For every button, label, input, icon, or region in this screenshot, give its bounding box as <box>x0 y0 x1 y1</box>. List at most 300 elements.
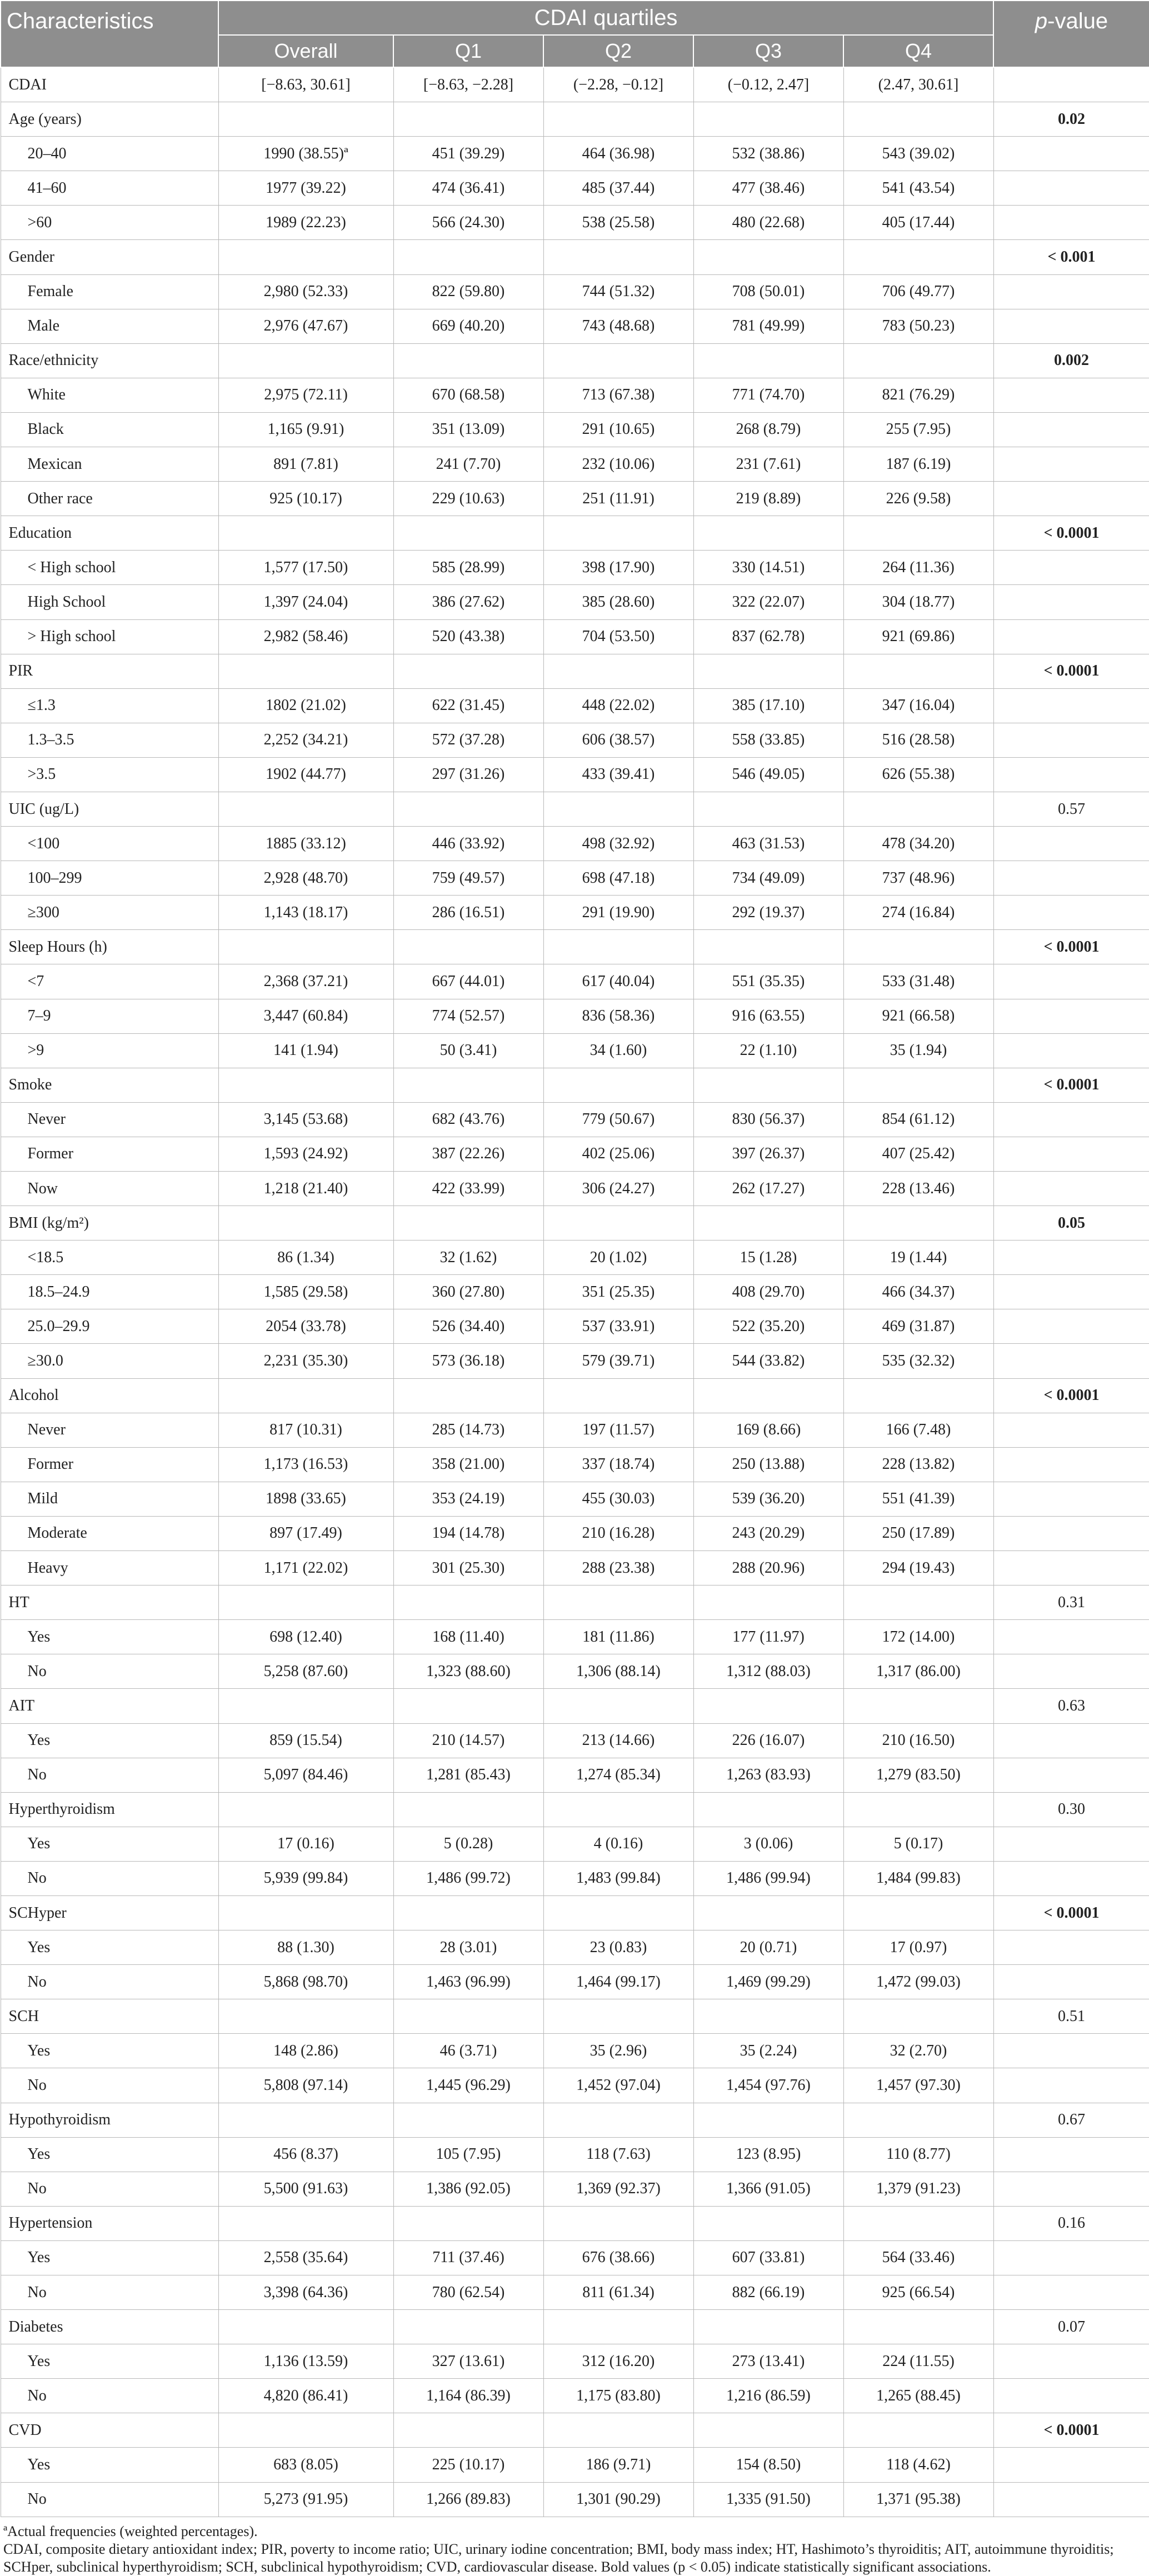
cell-q4: 706 (49.77) <box>843 274 993 309</box>
cell-q2: 1,175 (83.80) <box>543 2379 693 2413</box>
cell-overall: 1902 (44.77) <box>218 757 393 792</box>
table-row <box>1 447 1149 482</box>
category-row <box>1 240 1149 274</box>
cell-q2 <box>543 1378 693 1413</box>
row-label: Never <box>1 1413 218 1447</box>
cell-q1 <box>393 1068 543 1102</box>
cell-q1: 682 (43.76) <box>393 1102 543 1137</box>
cell-overall <box>218 1689 393 1723</box>
cell-q1: 327 (13.61) <box>393 2344 543 2379</box>
cell-q2: 197 (11.57) <box>543 1413 693 1447</box>
cell-p-value <box>993 2379 1149 2413</box>
cell-overall: 2,980 (52.33) <box>218 274 393 309</box>
cell-q1: 572 (37.28) <box>393 723 543 757</box>
category-label: HT <box>1 1585 218 1620</box>
cell-q3 <box>693 1895 843 1930</box>
cell-p-value <box>993 757 1149 792</box>
cell-q4 <box>843 2206 993 2240</box>
cell-q2: 291 (10.65) <box>543 412 693 447</box>
cell-overall: 148 (2.86) <box>218 2034 393 2068</box>
cell-q4 <box>843 1895 993 1930</box>
row-label: Yes <box>1 2344 218 2379</box>
row-label: Former <box>1 1137 218 1171</box>
cell-overall: 1898 (33.65) <box>218 1482 393 1516</box>
row-label: Yes <box>1 2137 218 2172</box>
cell-q1: 520 (43.38) <box>393 619 543 654</box>
cell-q2 <box>543 1206 693 1241</box>
cell-q3 <box>693 240 843 274</box>
cell-p-value <box>993 1930 1149 1965</box>
cell-q4: 564 (33.46) <box>843 2240 993 2275</box>
cell-q1: 759 (49.57) <box>393 861 543 896</box>
cell-q1 <box>393 1206 543 1241</box>
cell-overall <box>218 2206 393 2240</box>
cell-overall: 683 (8.05) <box>218 2448 393 2482</box>
row-label: Female <box>1 274 218 309</box>
cell-q2 <box>543 654 693 688</box>
cell-overall <box>218 930 393 964</box>
table-row <box>1 551 1149 585</box>
footnote-a: ªActual frequencies (weighted percentages). <box>3 2523 258 2539</box>
category-row <box>1 1068 1149 1102</box>
table-row <box>1 2379 1149 2413</box>
cell-p-value <box>993 1723 1149 1758</box>
cell-q1: 358 (21.00) <box>393 1447 543 1482</box>
cell-q4: 1,265 (88.45) <box>843 2379 993 2413</box>
cell-q1: 241 (7.70) <box>393 447 543 482</box>
row-label: Male <box>1 309 218 343</box>
cell-overall: 86 (1.34) <box>218 1241 393 1275</box>
cell-q4: 304 (18.77) <box>843 585 993 619</box>
row-label: High School <box>1 585 218 619</box>
cell-p-value: 0.30 <box>993 1792 1149 1827</box>
cell-p-value: < 0.0001 <box>993 1068 1149 1102</box>
cell-q4: 405 (17.44) <box>843 206 993 240</box>
category-row <box>1 792 1149 826</box>
cell-p-value <box>993 274 1149 309</box>
row-label: <7 <box>1 964 218 999</box>
table-row <box>1 827 1149 861</box>
cell-overall: 2,928 (48.70) <box>218 861 393 896</box>
category-label: Age (years) <box>1 102 218 137</box>
cell-q2: 35 (2.96) <box>543 2034 693 2068</box>
cell-q3 <box>693 1585 843 1620</box>
cell-q3: (−0.12, 2.47] <box>693 67 843 102</box>
table-row <box>1 1758 1149 1792</box>
cell-overall: 4,820 (86.41) <box>218 2379 393 2413</box>
cell-p-value <box>993 482 1149 516</box>
category-label: SCH <box>1 1999 218 2034</box>
cell-q1: 1,323 (88.60) <box>393 1654 543 1689</box>
cell-p-value: 0.002 <box>993 343 1149 378</box>
table-row <box>1 1344 1149 1378</box>
cell-q4: 32 (2.70) <box>843 2034 993 2068</box>
cell-q2: 617 (40.04) <box>543 964 693 999</box>
cell-q2 <box>543 930 693 964</box>
cell-q2 <box>543 2103 693 2137</box>
row-label: ≥300 <box>1 896 218 930</box>
cell-q1: 1,281 (85.43) <box>393 1758 543 1792</box>
table-row <box>1 1102 1149 1137</box>
table-row <box>1 1413 1149 1447</box>
cell-q2: 485 (37.44) <box>543 171 693 206</box>
cell-q2: 20 (1.02) <box>543 1241 693 1275</box>
cell-q3: 273 (13.41) <box>693 2344 843 2379</box>
cell-q4 <box>843 102 993 137</box>
cell-q3: 1,216 (86.59) <box>693 2379 843 2413</box>
cell-q1: 28 (3.01) <box>393 1930 543 1965</box>
cell-q2: 579 (39.71) <box>543 1344 693 1378</box>
cell-overall: 1977 (39.22) <box>218 171 393 206</box>
cell-overall: 1,593 (24.92) <box>218 1137 393 1171</box>
cell-q3 <box>693 792 843 826</box>
cell-q1 <box>393 2103 543 2137</box>
cell-q2: 779 (50.67) <box>543 1102 693 1137</box>
cell-overall: 1,165 (9.91) <box>218 412 393 447</box>
cell-q2: 288 (23.38) <box>543 1551 693 1585</box>
cell-p-value <box>993 551 1149 585</box>
table-row <box>1 412 1149 447</box>
cell-q2: 1,464 (99.17) <box>543 1965 693 1999</box>
cell-p-value <box>993 619 1149 654</box>
cell-q2: 210 (16.28) <box>543 1516 693 1550</box>
category-label: Gender <box>1 240 218 274</box>
cell-p-value: 0.67 <box>993 2103 1149 2137</box>
cell-overall: 2054 (33.78) <box>218 1309 393 1344</box>
cell-q1: 1,266 (89.83) <box>393 2482 543 2517</box>
table-row <box>1 757 1149 792</box>
row-label: No <box>1 1861 218 1895</box>
row-label: CDAI <box>1 67 218 102</box>
cell-q4 <box>843 930 993 964</box>
cell-q4 <box>843 1206 993 1241</box>
cell-q1: 1,486 (99.72) <box>393 1861 543 1895</box>
cell-q3: 1,263 (83.93) <box>693 1758 843 1792</box>
cell-overall: 141 (1.94) <box>218 1033 393 1068</box>
cell-p-value: < 0.0001 <box>993 930 1149 964</box>
cell-q4 <box>843 2310 993 2344</box>
cell-q2 <box>543 1689 693 1723</box>
cell-q3: 781 (49.99) <box>693 309 843 343</box>
cell-q1: 286 (16.51) <box>393 896 543 930</box>
cell-q1: 1,164 (86.39) <box>393 2379 543 2413</box>
row-label: Never <box>1 1102 218 1137</box>
cell-q3 <box>693 343 843 378</box>
cell-p-value <box>993 1965 1149 1999</box>
cell-q4: 533 (31.48) <box>843 964 993 999</box>
cell-q3 <box>693 1378 843 1413</box>
cell-q4 <box>843 1068 993 1102</box>
cell-q2 <box>543 2413 693 2448</box>
row-label: 100–299 <box>1 861 218 896</box>
category-label: Alcohol <box>1 1378 218 1413</box>
cell-q3: 463 (31.53) <box>693 827 843 861</box>
row-label: ≤1.3 <box>1 688 218 723</box>
row-label: No <box>1 1758 218 1792</box>
cell-overall <box>218 102 393 137</box>
cell-q2 <box>543 1999 693 2034</box>
cell-p-value <box>993 1861 1149 1895</box>
cell-q2: 606 (38.57) <box>543 723 693 757</box>
category-row <box>1 1895 1149 1930</box>
cell-p-value <box>993 1758 1149 1792</box>
cell-q1: 297 (31.26) <box>393 757 543 792</box>
cell-p-value <box>993 1102 1149 1137</box>
table-row <box>1 1482 1149 1516</box>
row-label: Yes <box>1 2034 218 2068</box>
table-row <box>1 1275 1149 1309</box>
cell-q2: 538 (25.58) <box>543 206 693 240</box>
cell-q3 <box>693 1206 843 1241</box>
cell-q4: 224 (11.55) <box>843 2344 993 2379</box>
cell-q1: 573 (36.18) <box>393 1344 543 1378</box>
cell-q4: 478 (34.20) <box>843 827 993 861</box>
table-row <box>1 964 1149 999</box>
cell-q3: 35 (2.24) <box>693 2034 843 2068</box>
cell-overall: 5,258 (87.60) <box>218 1654 393 1689</box>
row-label: >3.5 <box>1 757 218 792</box>
cell-overall: 1,577 (17.50) <box>218 551 393 585</box>
cell-q1: 285 (14.73) <box>393 1413 543 1447</box>
table-row <box>1 1516 1149 1550</box>
row-label: > High school <box>1 619 218 654</box>
cell-q1 <box>393 654 543 688</box>
cell-q1 <box>393 1792 543 1827</box>
cell-overall: 5,808 (97.14) <box>218 2068 393 2103</box>
cell-q2 <box>543 1792 693 1827</box>
cell-q2: 698 (47.18) <box>543 861 693 896</box>
cell-q4: 1,457 (97.30) <box>843 2068 993 2103</box>
header-q1: Q1 <box>393 35 543 67</box>
cell-q4: 541 (43.54) <box>843 171 993 206</box>
category-row <box>1 1689 1149 1723</box>
table-row <box>1 1033 1149 1068</box>
cell-q4: 516 (28.58) <box>843 723 993 757</box>
row-label: 41–60 <box>1 171 218 206</box>
cell-overall: 1,136 (13.59) <box>218 2344 393 2379</box>
cell-p-value <box>993 2034 1149 2068</box>
cell-overall: 2,982 (58.46) <box>218 619 393 654</box>
cell-overall: 88 (1.30) <box>218 1930 393 1965</box>
cell-q2: 1,274 (85.34) <box>543 1758 693 1792</box>
cell-q4: 110 (8.77) <box>843 2137 993 2172</box>
cell-overall: 3,447 (60.84) <box>218 999 393 1033</box>
cell-q3: 532 (38.86) <box>693 137 843 171</box>
table-row <box>1 1965 1149 1999</box>
cell-q2: 398 (17.90) <box>543 551 693 585</box>
row-label: No <box>1 2482 218 2517</box>
table-row <box>1 1137 1149 1171</box>
table-row <box>1 2240 1149 2275</box>
cell-q1: 566 (24.30) <box>393 206 543 240</box>
table-row <box>1 67 1149 102</box>
cell-p-value <box>993 723 1149 757</box>
cell-q3: 546 (49.05) <box>693 757 843 792</box>
cell-overall <box>218 2310 393 2344</box>
cell-p-value <box>993 999 1149 1033</box>
cell-q1 <box>393 102 543 137</box>
cell-q4: 1,379 (91.23) <box>843 2172 993 2206</box>
cell-overall: 1,171 (22.02) <box>218 1551 393 1585</box>
row-label: Mexican <box>1 447 218 482</box>
cell-q4: 1,279 (83.50) <box>843 1758 993 1792</box>
cell-p-value <box>993 2172 1149 2206</box>
cell-q4 <box>843 2413 993 2448</box>
cell-q3: 544 (33.82) <box>693 1344 843 1378</box>
table-row <box>1 1241 1149 1275</box>
table-row <box>1 1654 1149 1689</box>
cell-p-value <box>993 1620 1149 1654</box>
cell-q3: 551 (35.35) <box>693 964 843 999</box>
category-row <box>1 343 1149 378</box>
cell-q4: 166 (7.48) <box>843 1413 993 1447</box>
cell-overall <box>218 1068 393 1102</box>
cell-overall: 1,143 (18.17) <box>218 896 393 930</box>
cell-p-value <box>993 827 1149 861</box>
category-row <box>1 1585 1149 1620</box>
cell-q3: 882 (66.19) <box>693 2275 843 2310</box>
cell-p-value <box>993 137 1149 171</box>
cell-q4: 226 (9.58) <box>843 482 993 516</box>
cell-q2 <box>543 2206 693 2240</box>
cell-q4: 1,371 (95.38) <box>843 2482 993 2517</box>
cell-q4: 407 (25.42) <box>843 1137 993 1171</box>
table-row <box>1 1172 1149 1206</box>
cell-q2 <box>543 102 693 137</box>
table-row <box>1 861 1149 896</box>
header-q3: Q3 <box>693 35 843 67</box>
cell-p-value <box>993 206 1149 240</box>
cell-p-value <box>993 1344 1149 1378</box>
cell-q1: 422 (33.99) <box>393 1172 543 1206</box>
cell-q1: 5 (0.28) <box>393 1827 543 1861</box>
cell-overall <box>218 792 393 826</box>
cell-q4: 535 (32.32) <box>843 1344 993 1378</box>
cell-p-value: 0.07 <box>993 2310 1149 2344</box>
cell-overall <box>218 654 393 688</box>
table-row <box>1 1827 1149 1861</box>
cell-q3: 385 (17.10) <box>693 688 843 723</box>
cell-overall: 1,585 (29.58) <box>218 1275 393 1309</box>
header-cdai-quartiles: CDAI quartiles <box>218 1 993 35</box>
cell-p-value <box>993 171 1149 206</box>
cell-p-value: < 0.0001 <box>993 2413 1149 2448</box>
cell-q1: 1,445 (96.29) <box>393 2068 543 2103</box>
category-label: UIC (ug/L) <box>1 792 218 826</box>
cell-p-value: 0.05 <box>993 1206 1149 1241</box>
cell-overall <box>218 2103 393 2137</box>
table-row <box>1 1620 1149 1654</box>
row-label: White <box>1 378 218 412</box>
cell-q4: 1,484 (99.83) <box>843 1861 993 1895</box>
cell-p-value <box>993 2068 1149 2103</box>
cell-q2: 337 (18.74) <box>543 1447 693 1482</box>
cell-q2 <box>543 792 693 826</box>
cell-q1 <box>393 516 543 551</box>
cell-p-value <box>993 2240 1149 2275</box>
table-row <box>1 999 1149 1033</box>
cell-p-value <box>993 1241 1149 1275</box>
cell-q3: 268 (8.79) <box>693 412 843 447</box>
cell-q2: 713 (67.38) <box>543 378 693 412</box>
cell-q2: 744 (51.32) <box>543 274 693 309</box>
cell-q2: 232 (10.06) <box>543 447 693 482</box>
cell-overall: 5,097 (84.46) <box>218 1758 393 1792</box>
row-label: Yes <box>1 1930 218 1965</box>
cell-q3: 177 (11.97) <box>693 1620 843 1654</box>
row-label: >60 <box>1 206 218 240</box>
cell-p-value <box>993 1309 1149 1344</box>
cell-overall: 897 (17.49) <box>218 1516 393 1550</box>
cell-q4: 118 (4.62) <box>843 2448 993 2482</box>
row-label: No <box>1 2172 218 2206</box>
cell-q2 <box>543 1068 693 1102</box>
cell-q4 <box>843 240 993 274</box>
cell-q3: 322 (22.07) <box>693 585 843 619</box>
cell-q4: 187 (6.19) <box>843 447 993 482</box>
header-q2: Q2 <box>543 35 693 67</box>
header-p-value <box>993 1 1149 67</box>
cell-q4: 228 (13.46) <box>843 1172 993 1206</box>
cell-q4: 921 (69.86) <box>843 619 993 654</box>
row-label: No <box>1 1965 218 1999</box>
cell-overall <box>218 1206 393 1241</box>
cell-q2: 704 (53.50) <box>543 619 693 654</box>
cell-overall: 17 (0.16) <box>218 1827 393 1861</box>
category-label: CVD <box>1 2413 218 2448</box>
cell-p-value <box>993 1516 1149 1550</box>
cell-overall: 2,976 (47.67) <box>218 309 393 343</box>
category-row <box>1 930 1149 964</box>
cell-q3: 1,335 (91.50) <box>693 2482 843 2517</box>
cell-q4: 543 (39.02) <box>843 137 993 171</box>
cell-p-value <box>993 2137 1149 2172</box>
cell-q1: 50 (3.41) <box>393 1033 543 1068</box>
row-label: <100 <box>1 827 218 861</box>
cell-q1 <box>393 1378 543 1413</box>
cell-q1 <box>393 1999 543 2034</box>
cell-p-value <box>993 1033 1149 1068</box>
cell-p-value <box>993 1827 1149 1861</box>
row-label: Yes <box>1 2448 218 2482</box>
category-label: BMI (kg/m²) <box>1 1206 218 1241</box>
cell-q3: 250 (13.88) <box>693 1447 843 1482</box>
cell-q3: 522 (35.20) <box>693 1309 843 1344</box>
table-row <box>1 2482 1149 2517</box>
cell-overall: 2,975 (72.11) <box>218 378 393 412</box>
cell-q2: 1,301 (90.29) <box>543 2482 693 2517</box>
cell-overall: 925 (10.17) <box>218 482 393 516</box>
table-row <box>1 1309 1149 1344</box>
cell-q2 <box>543 343 693 378</box>
cell-q3: 1,486 (99.94) <box>693 1861 843 1895</box>
cell-q3: 1,312 (88.03) <box>693 1654 843 1689</box>
cell-q2: 811 (61.34) <box>543 2275 693 2310</box>
cell-q1: 667 (44.01) <box>393 964 543 999</box>
cell-q1: 1,463 (96.99) <box>393 1965 543 1999</box>
category-row <box>1 102 1149 137</box>
cell-p-value <box>993 1413 1149 1447</box>
cell-q1 <box>393 2310 543 2344</box>
table-row <box>1 2172 1149 2206</box>
table-row <box>1 137 1149 171</box>
table-row <box>1 585 1149 619</box>
category-row <box>1 516 1149 551</box>
cell-q3: 607 (33.81) <box>693 2240 843 2275</box>
cell-p-value: 0.51 <box>993 1999 1149 2034</box>
category-row <box>1 1378 1149 1413</box>
cell-p-value <box>993 1551 1149 1585</box>
